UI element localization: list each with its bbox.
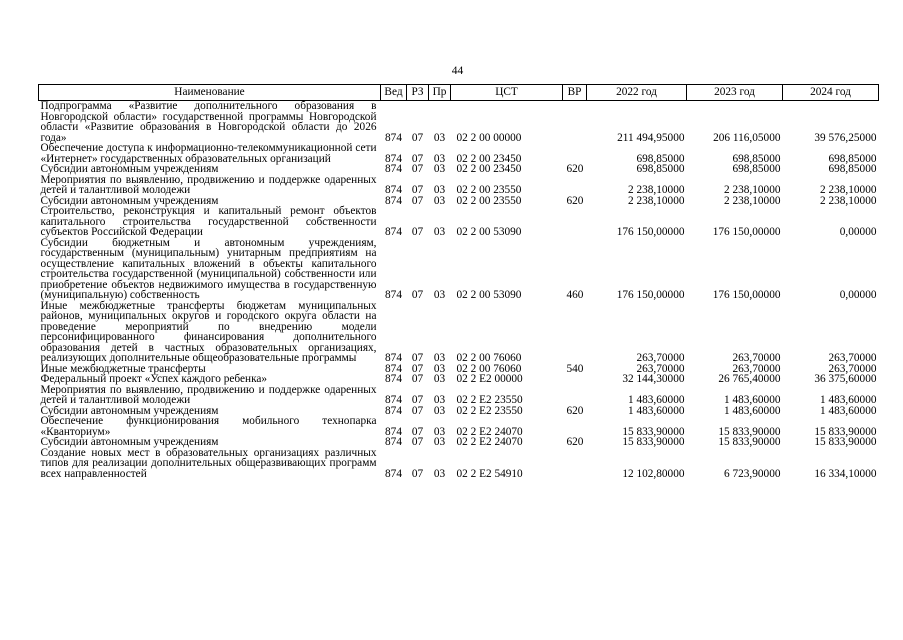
row-value-2024: 2 238,10000: [820, 194, 877, 207]
row-vr: [563, 416, 587, 437]
row-value-2024: 0,00000: [839, 289, 877, 301]
row-pr: 03: [433, 131, 446, 144]
header-cst: ЦСТ: [451, 85, 563, 101]
header-2024: 2024 год: [783, 85, 879, 101]
row-cst: 02 2 00 23550: [456, 194, 522, 207]
row-value-2023: 26 765,40000: [718, 373, 781, 385]
row-value-2024: 1 483,60000: [820, 394, 877, 406]
row-value-2022: 263,70000: [636, 362, 685, 375]
row-cst: 02 2 E2 54910: [456, 467, 523, 480]
row-vr: [563, 385, 587, 406]
budget-table: [38, 84, 879, 479]
header-ved: Вед: [381, 85, 407, 101]
row-name: Федеральный проект «Успех каждого ребенка»: [40, 373, 268, 385]
table-row: [39, 416, 879, 437]
row-ved: 874: [385, 373, 402, 385]
table-row: [39, 385, 879, 406]
row-value-2024: 36 375,60000: [814, 373, 877, 385]
row-cst: 02 2 00 00000: [456, 131, 522, 144]
row-value-2022: 1 483,60000: [628, 394, 685, 406]
row-name: Обеспечение доступа к информационно-телекоммуникационной сети «Интернет» государственных образовательных организаций: [40, 142, 377, 165]
row-pr: 03: [433, 289, 446, 301]
row-cst: 02 2 00 53090: [456, 289, 522, 301]
row-name: Подпрограмма «Развитие дополнительного образования в Новгородской области» государственной программы Новгородской области «Развитие образования в Новгородской области до 2026 года»: [40, 100, 377, 144]
row-ved: 874: [385, 194, 402, 207]
row-cst: 02 2 E2 00000: [456, 373, 523, 385]
table-body: [39, 101, 879, 480]
header-2022: 2022 год: [587, 85, 687, 101]
row-value-2022: 176 150,00000: [616, 226, 685, 238]
row-ved: 874: [385, 226, 402, 238]
row-value-2023: 15 833,90000: [718, 436, 781, 448]
row-pr: 03: [433, 163, 446, 175]
row-ved: 874: [385, 352, 402, 364]
row-rz: 07: [411, 289, 424, 301]
row-cst: 02 2 00 76060: [456, 362, 522, 375]
row-rz: 07: [411, 436, 424, 448]
row-vr: [563, 448, 587, 480]
row-rz: 07: [411, 184, 424, 196]
row-value-2022: 1 483,60000: [628, 404, 685, 417]
table-row: [39, 101, 879, 144]
row-pr: 03: [433, 194, 446, 207]
row-value-2022: 211 494,95000: [617, 131, 685, 144]
row-pr: 03: [433, 184, 446, 196]
row-rz: 07: [411, 163, 424, 175]
row-ved: 874: [385, 362, 402, 375]
row-name: Субсидии автономным учреждениям: [40, 163, 219, 175]
row-value-2022: 12 102,80000: [622, 467, 685, 480]
row-vr: 460: [566, 289, 584, 301]
row-value-2022: 15 833,90000: [622, 436, 685, 448]
row-cst: 02 2 E2 23550: [456, 404, 523, 417]
row-pr: 03: [433, 425, 446, 438]
row-name: Субсидии автономным учреждениям: [40, 194, 219, 207]
row-cst: 02 2 00 23550: [456, 184, 522, 196]
table-row: [39, 238, 879, 301]
row-rz: 07: [411, 404, 424, 417]
row-pr: 03: [433, 226, 446, 238]
row-name: Субсидии бюджетным и автономным учреждениям, государственным (муниципальным) унитарным предприятиям на осуществление капитальных вложений в объекты капитального строительства государственной (муниципальной) собственности или приобретение объектов недвижимого имущества в государственную (муниципальную) собственность: [40, 236, 377, 301]
row-rz: 07: [411, 226, 424, 238]
row-value-2024: 698,85000: [828, 152, 877, 165]
row-cst: 02 2 00 53090: [456, 226, 522, 238]
row-vr: [563, 374, 587, 385]
row-rz: 07: [411, 352, 424, 364]
table-row: [39, 448, 879, 480]
table-row: [39, 374, 879, 385]
table-row: [39, 206, 879, 238]
row-value-2022: 2 238,10000: [628, 184, 685, 196]
row-value-2023: 698,85000: [732, 163, 781, 175]
row-ved: 874: [385, 467, 402, 480]
row-name: Строительство, реконструкция и капитальный ремонт объектов капитального строительства государственной собственности субъектов Российской Федерации: [40, 205, 377, 238]
row-value-2023: 176 150,00000: [712, 226, 781, 238]
row-value-2023: 15 833,90000: [718, 425, 781, 438]
header-rz: РЗ: [407, 85, 429, 101]
row-rz: 07: [411, 467, 424, 480]
row-ved: 874: [385, 184, 402, 196]
row-vr: 620: [566, 194, 584, 207]
row-ved: 874: [385, 131, 402, 144]
row-value-2024: 15 833,90000: [814, 425, 877, 438]
row-vr: [563, 143, 587, 164]
row-value-2024: 698,85000: [828, 163, 877, 175]
row-vr: [563, 206, 587, 238]
row-rz: 07: [411, 362, 424, 375]
row-pr: 03: [433, 436, 446, 448]
row-cst: 02 2 00 76060: [456, 352, 522, 364]
row-name: Иные межбюджетные трансферты: [40, 362, 206, 375]
row-cst: 02 2 00 23450: [456, 163, 522, 175]
row-value-2024: 1 483,60000: [820, 404, 877, 417]
row-value-2022: 2 238,10000: [628, 194, 685, 207]
row-vr: 620: [566, 436, 584, 448]
row-rz: 07: [411, 425, 424, 438]
row-name: Иные межбюджетные трансферты бюджетам муниципальных районов, муниципальных округов и городского округа области на проведение мероприятий по внедрению модели персонифицированного финансирования дополнительного образования детей в частных образовательных организациях, реализующих дополнительные общеобразовательные программы: [40, 299, 377, 364]
row-ved: 874: [385, 436, 402, 448]
row-value-2023: 2 238,10000: [724, 184, 781, 196]
row-rz: 07: [411, 152, 424, 165]
row-value-2023: 698,85000: [732, 152, 781, 165]
table-row: [39, 437, 879, 448]
row-rz: 07: [411, 394, 424, 406]
row-value-2023: 1 483,60000: [724, 394, 781, 406]
row-value-2023: 2 238,10000: [724, 194, 781, 207]
table-row: [39, 301, 879, 364]
table-header-row: [39, 85, 879, 101]
row-pr: 03: [433, 152, 446, 165]
row-value-2022: 15 833,90000: [622, 425, 685, 438]
row-rz: 07: [411, 131, 424, 144]
row-value-2023: 206 116,05000: [713, 131, 781, 144]
row-name: Мероприятия по выявлению, продвижению и поддержке одаренных детей и талантливой молодежи: [40, 173, 377, 196]
row-vr: 540: [566, 362, 584, 375]
row-name: Обеспечение функционирования мобильного технопарка «Кванториум»: [40, 415, 377, 438]
table-row: [39, 143, 879, 164]
row-vr: [563, 301, 587, 364]
row-value-2022: 263,70000: [636, 352, 685, 364]
row-value-2022: 176 150,00000: [616, 289, 685, 301]
row-value-2023: 263,70000: [732, 352, 781, 364]
row-ved: 874: [385, 394, 402, 406]
row-rz: 07: [411, 194, 424, 207]
row-value-2024: 0,00000: [839, 226, 877, 238]
row-vr: 620: [566, 163, 584, 175]
row-pr: 03: [433, 394, 446, 406]
row-pr: 03: [433, 362, 446, 375]
row-ved: 874: [385, 152, 402, 165]
row-cst: 02 2 E2 24070: [456, 436, 523, 448]
row-vr: 620: [566, 404, 584, 417]
row-pr: 03: [433, 373, 446, 385]
row-rz: 07: [411, 373, 424, 385]
row-value-2022: 698,85000: [636, 152, 685, 165]
row-ved: 874: [385, 163, 402, 175]
header-name: Наименование: [39, 85, 381, 101]
row-value-2024: 16 334,10000: [814, 467, 877, 480]
row-name: Субсидии автономным учреждениям: [40, 436, 219, 448]
row-value-2023: 263,70000: [732, 362, 781, 375]
row-value-2023: 1 483,60000: [724, 404, 781, 417]
row-ved: 874: [385, 404, 402, 417]
row-ved: 874: [385, 289, 402, 301]
row-vr: [563, 175, 587, 196]
row-cst: 02 2 E2 24070: [456, 425, 523, 438]
page-number: 44: [451, 65, 464, 77]
header-vr: ВР: [563, 85, 587, 101]
row-value-2024: 263,70000: [828, 362, 877, 375]
row-value-2024: 2 238,10000: [820, 184, 877, 196]
row-cst: 02 2 00 23450: [456, 152, 522, 165]
row-pr: 03: [433, 404, 446, 417]
table-row: [39, 175, 879, 196]
row-pr: 03: [433, 467, 446, 480]
row-value-2024: 39 576,25000: [814, 131, 877, 144]
row-name: Субсидии автономным учреждениям: [40, 404, 219, 417]
header-2023: 2023 год: [687, 85, 783, 101]
row-ved: 874: [385, 425, 402, 438]
row-name: Создание новых мест в образовательных организациях различных типов для реализации дополнительных общеразвивающих программ всех направленностей: [40, 446, 377, 480]
row-vr: [563, 101, 587, 144]
row-value-2023: 176 150,00000: [712, 289, 781, 301]
header-pr: Пр: [429, 85, 451, 101]
row-pr: 03: [433, 352, 446, 364]
row-value-2024: 263,70000: [828, 352, 877, 364]
row-cst: 02 2 E2 23550: [456, 394, 523, 406]
row-value-2024: 15 833,90000: [814, 436, 877, 448]
row-value-2022: 32 144,30000: [622, 373, 685, 385]
row-value-2023: 6 723,90000: [724, 467, 781, 480]
table-row: [39, 164, 879, 175]
row-name: Мероприятия по выявлению, продвижению и поддержке одаренных детей и талантливой молодежи: [40, 383, 377, 406]
row-value-2022: 698,85000: [636, 163, 685, 175]
